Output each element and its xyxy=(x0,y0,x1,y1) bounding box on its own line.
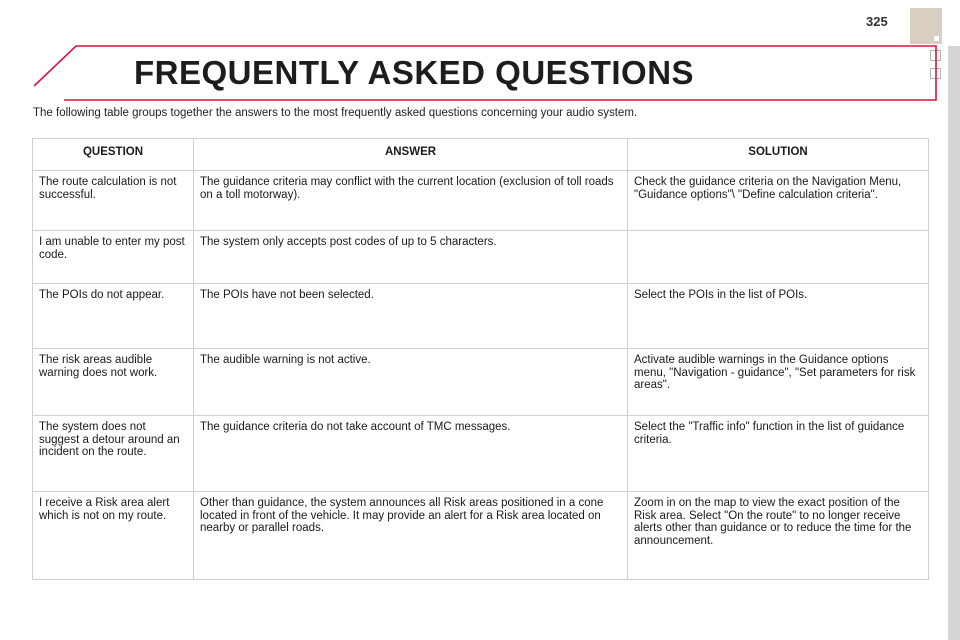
title-banner xyxy=(34,44,938,102)
answer-cell: The guidance criteria may conflict with the current location (exclusion of toll roads on a toll motorway). xyxy=(194,171,628,231)
table-header-row xyxy=(33,139,929,171)
page-thumbnail xyxy=(910,8,942,44)
table-row xyxy=(33,171,929,231)
faq-table xyxy=(32,138,929,580)
table-row xyxy=(33,284,929,349)
page-number: 325 xyxy=(866,14,888,29)
table-row xyxy=(33,416,929,492)
question-cell: I am unable to enter my post code. xyxy=(33,231,194,284)
solution-cell: Select the POIs in the list of POIs. xyxy=(628,284,929,349)
answer-cell: The audible warning is not active. xyxy=(194,349,628,416)
page-title: FREQUENTLY ASKED QUESTIONS xyxy=(134,54,695,91)
answer-cell: Other than guidance, the system announces all Risk areas positioned in a cone located in front of the vehicle. It may provide an alert for a Risk area located on nearby or parallel roads. xyxy=(194,492,628,580)
question-cell: The POIs do not appear. xyxy=(33,284,194,349)
column-header-question: QUESTION xyxy=(33,139,194,171)
solution-cell xyxy=(628,231,929,284)
column-header-answer: ANSWER xyxy=(194,139,628,171)
question-cell: The system does not suggest a detour around an incident on the route. xyxy=(33,416,194,492)
solution-cell: Zoom in on the map to view the exact position of the Risk area. Select "On the route" to no longer receive alerts other than guidance or to reduce the time for the announcement. xyxy=(628,492,929,580)
solution-cell: Select the "Traffic info" function in the list of guidance criteria. xyxy=(628,416,929,492)
solution-cell: Check the guidance criteria on the Navigation Menu, "Guidance options"\ "Define calculation criteria". xyxy=(628,171,929,231)
table-row xyxy=(33,231,929,284)
answer-cell: The POIs have not been selected. xyxy=(194,284,628,349)
column-header-solution: SOLUTION xyxy=(628,139,929,171)
thumbnail-mark xyxy=(934,36,939,41)
intro-text: The following table groups together the answers to the most frequently asked questions concerning your audio system. xyxy=(33,107,638,119)
question-cell: The risk areas audible warning does not work. xyxy=(33,349,194,416)
question-cell: I receive a Risk area alert which is not on my route. xyxy=(33,492,194,580)
sidebar-strip xyxy=(948,46,960,640)
answer-cell: The guidance criteria do not take account of TMC messages. xyxy=(194,416,628,492)
table-row xyxy=(33,349,929,416)
solution-cell: Activate audible warnings in the Guidance options menu, "Navigation - guidance", "Set parameters for risk areas". xyxy=(628,349,929,416)
answer-cell: The system only accepts post codes of up to 5 characters. xyxy=(194,231,628,284)
question-cell: The route calculation is not successful. xyxy=(33,171,194,231)
table-row xyxy=(33,492,929,580)
